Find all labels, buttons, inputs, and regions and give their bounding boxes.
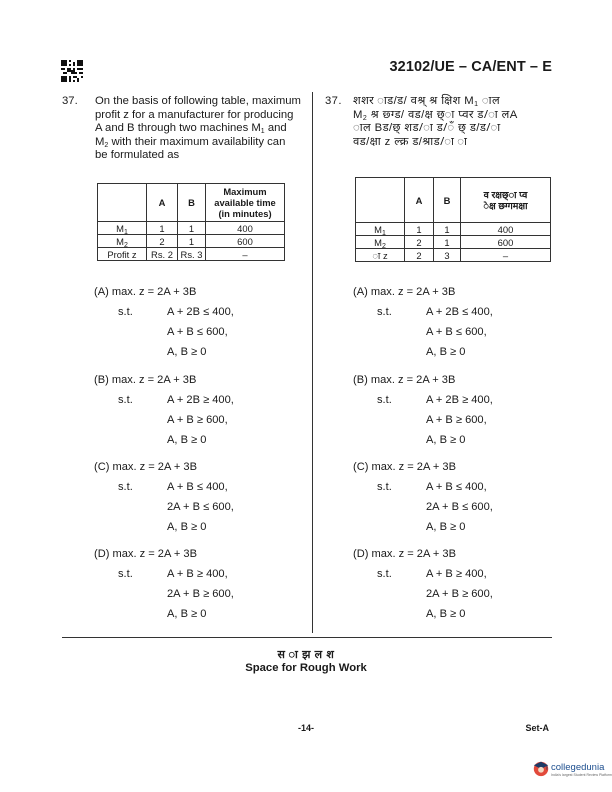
subject-to: s.t. [377,306,392,318]
question-text [95,95,304,163]
option-label: (A) max. z = 2A + 3B [353,286,456,298]
row-label: M [374,236,382,248]
table-row [356,249,551,262]
subscript: 1 [123,228,128,236]
option-label: (B) max. z = 2A + 3B [94,374,197,386]
table-cell [98,235,147,248]
header-line: ेक्ष छग्गमक्षा [483,200,528,211]
question-text [353,95,555,149]
subject-to: s.t. [377,481,392,493]
question-line: On the basis of following table, maximum [95,95,301,107]
table-cell: ा z [356,249,405,262]
constraint: A, B ≥ 0 [167,434,207,446]
table-cell [356,178,405,223]
table-cell: 1 [405,223,434,236]
constraint: 2A + B ≤ 600, [167,501,234,513]
question-line: श्र छ्ग्ड/ वड/क्ष छ्ा प्वर ड/ा लA [367,108,518,121]
qr-code [61,60,83,82]
table-cell: 1 [434,236,461,249]
table-row [98,222,285,235]
table-cell: 1 [147,222,178,235]
question-line: M [353,108,363,121]
watermark-subtext: India's largest Student Review Platform [551,773,612,777]
watermark-text: collegedunia [551,762,605,773]
subscript: 1 [260,128,265,136]
question-number: 37. [325,95,342,107]
option-label: (C) max. z = 2A + 3B [353,461,456,473]
table-cell: Profit z [98,248,147,261]
constraint: A, B ≥ 0 [167,346,207,358]
set-label: Set-A [525,723,549,733]
watermark-logo [532,757,612,785]
table-cell [356,223,405,236]
table-cell: 400 [206,222,285,235]
constraint: 2A + B ≥ 600, [167,588,234,600]
subject-to: s.t. [377,568,392,580]
subscript: 2 [381,242,386,250]
subscript: 2 [123,241,128,249]
table-cell: – [206,248,285,261]
table-cell: 1 [434,223,461,236]
constraint: A + B ≥ 400, [426,568,487,580]
table-cell: 400 [461,223,551,236]
header-line: available time [214,197,276,208]
table-cell: 600 [206,235,285,248]
constraint: A + B ≤ 400, [167,481,228,493]
table-cell [98,184,147,222]
question-number: 37. [62,95,78,107]
constraint: A, B ≥ 0 [426,434,466,446]
footer-divider [62,637,552,638]
page-number: -14- [297,723,314,733]
constraint: A + B ≤ 600, [426,326,487,338]
row-label: M [374,223,382,235]
question-line: and [264,122,287,135]
rough-work-label: Space for Rough Work [245,662,367,674]
subscript: 2 [104,141,109,149]
constraint: A + B ≥ 400, [167,568,228,580]
question-hindi [325,95,555,620]
table-row [356,236,551,249]
constraint: A + 2B ≤ 400, [167,306,234,318]
question-head [325,95,555,149]
option-label: (D) max. z = 2A + 3B [353,548,456,560]
question-line: M [95,135,105,148]
constraint: A + 2B ≥ 400, [167,394,234,406]
subject-to: s.t. [118,306,133,318]
constraint: A, B ≥ 0 [167,608,207,620]
data-table [355,177,551,262]
table-cell: 2 [405,236,434,249]
table-cell [98,222,147,235]
question-line: ाल [478,95,501,107]
option-label: (C) max. z = 2A + 3B [94,461,197,473]
table-cell: 1 [178,222,206,235]
table-cell: – [461,249,551,262]
table-cell: 2 [147,235,178,248]
constraint: A + 2B ≥ 400, [426,394,493,406]
graduate-icon [532,759,550,777]
rough-work-hindi: स ा झ ल श [277,649,335,661]
table-cell: 2 [405,249,434,262]
question-english [62,95,304,620]
table-header-row [98,184,285,222]
constraint: A + B ≤ 600, [167,326,228,338]
constraint: A + 2B ≤ 400, [426,306,493,318]
question-line: be formulated as [95,149,180,162]
table-header-b: B [178,184,206,222]
subject-to: s.t. [118,568,133,580]
table-header-a: A [147,184,178,222]
constraint: A + B ≥ 600, [426,414,487,426]
subject-to: s.t. [118,394,133,406]
table-header-b: B [434,178,461,223]
column-divider [312,92,313,633]
header-line: Maximum [223,186,267,197]
table-cell: 3 [434,249,461,262]
question-line: profit z for a manufacturer for producing [95,108,294,121]
paper-code: 32102/UE – CA/ENT – E [389,59,552,75]
option-label: (D) max. z = 2A + 3B [94,548,197,560]
row-label: M [116,235,124,247]
constraint: A, B ≥ 0 [167,521,207,533]
table-header-time [206,184,285,222]
table-cell: 1 [178,235,206,248]
constraint: A, B ≥ 0 [426,521,466,533]
table-row [356,223,551,236]
header-line: (in minutes) [218,208,272,219]
subject-to: s.t. [118,481,133,493]
question-line: ाल Bड/छ् शड/ा ड/ँ छ् ड/ड/ा [353,122,501,135]
subscript: 1 [474,101,479,108]
row-label: M [116,222,124,234]
table-header-row [356,178,551,223]
subject-to: s.t. [377,394,392,406]
table-cell: Rs. 3 [178,248,206,261]
table-cell: 600 [461,236,551,249]
question-head [62,95,304,163]
question-line: वड/क्षा z ल्क्र ड/श्राड/ा ा [353,135,468,148]
data-table [97,183,285,261]
subscript: 2 [362,114,368,122]
question-line: शशर ाड/ड/ वश्र् श्र क्षिश M [353,95,475,107]
table-header-time [461,178,551,223]
constraint: 2A + B ≥ 600, [426,588,493,600]
question-line: A and B through two machines M [95,122,261,135]
constraint: A, B ≥ 0 [426,608,466,620]
option-label: (A) max. z = 2A + 3B [94,286,197,298]
table-row [98,248,285,261]
table-header-a: A [405,178,434,223]
header-line: व रक्षछ्ा प्व [483,189,528,200]
constraint: A + B ≥ 600, [167,414,228,426]
subscript: 1 [381,229,386,237]
table-row [98,235,285,248]
question-line: with their maximum availability can [108,135,286,148]
option-label: (B) max. z = 2A + 3B [353,374,456,386]
table-cell [356,236,405,249]
constraint: A + B ≤ 400, [426,481,487,493]
constraint: A, B ≥ 0 [426,346,466,358]
constraint: 2A + B ≤ 600, [426,501,493,513]
table-cell: Rs. 2 [147,248,178,261]
